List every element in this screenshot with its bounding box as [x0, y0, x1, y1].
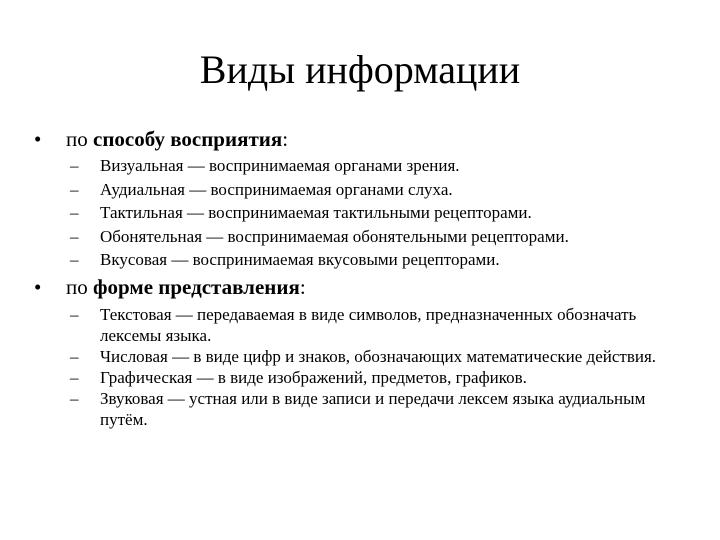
perception-list	[34, 154, 694, 272]
list-item-text: Обонятельная — воспринимаемая обонятельными рецепторами.	[100, 226, 569, 246]
bullet-heading	[34, 126, 694, 152]
representation-list	[34, 304, 694, 430]
dash-marker: –	[70, 156, 79, 175]
list-item	[34, 248, 680, 272]
bullet-representation	[34, 274, 694, 430]
bullet-perception	[34, 126, 694, 272]
bullet-heading-text	[66, 126, 288, 152]
list-item-text: Текстовая — передаваемая в виде символов, предназначенных обозначать лексемы языка.	[100, 305, 637, 345]
list-item	[34, 178, 680, 202]
list-item-text: Аудиальная — воспринимаемая органами слуха.	[100, 179, 453, 199]
bullet-prefix: по	[66, 127, 93, 151]
dash-marker: –	[70, 389, 79, 408]
bullet-marker: •	[34, 127, 42, 151]
list-item	[34, 346, 680, 367]
bullet-prefix: по	[66, 275, 93, 299]
dash-marker: –	[70, 347, 79, 366]
dash-marker: –	[70, 179, 79, 199]
list-item	[34, 367, 680, 388]
bullet-heading-text	[66, 274, 306, 300]
bullet-heading	[34, 274, 694, 300]
dash-marker: –	[70, 250, 79, 269]
bullet-bold: форме представления	[93, 275, 300, 299]
dash-marker: –	[70, 368, 79, 387]
list-item	[34, 388, 680, 430]
list-item-text: Графическая — в виде изображений, предметов, графиков.	[100, 368, 527, 387]
list-item	[34, 201, 680, 225]
bullet-marker: •	[34, 275, 42, 299]
list-item	[34, 225, 680, 249]
list-item	[34, 304, 680, 346]
dash-marker: –	[70, 305, 79, 324]
list-item-text: Звуковая — устная или в виде записи и передачи лексем языка аудиальным путём.	[100, 389, 646, 429]
dash-marker: –	[70, 226, 79, 246]
list-item-text: Числовая — в виде цифр и знаков, обозначающих математические действия.	[100, 347, 657, 366]
dash-marker: –	[70, 203, 79, 222]
slide-title: Виды информации	[199, 47, 521, 92]
bullet-bold: способу восприятия	[93, 127, 283, 151]
list-item	[34, 154, 680, 178]
list-item-text: Вкусовая — воспринимаемая вкусовыми рецепторами.	[100, 250, 500, 269]
list-item-text: Визуальная — воспринимаемая органами зрения.	[100, 156, 460, 175]
list-item-text: Тактильная — воспринимаемая тактильными рецепторами.	[100, 203, 532, 222]
bullet-suffix: :	[282, 127, 289, 151]
bullet-suffix: :	[299, 275, 306, 299]
